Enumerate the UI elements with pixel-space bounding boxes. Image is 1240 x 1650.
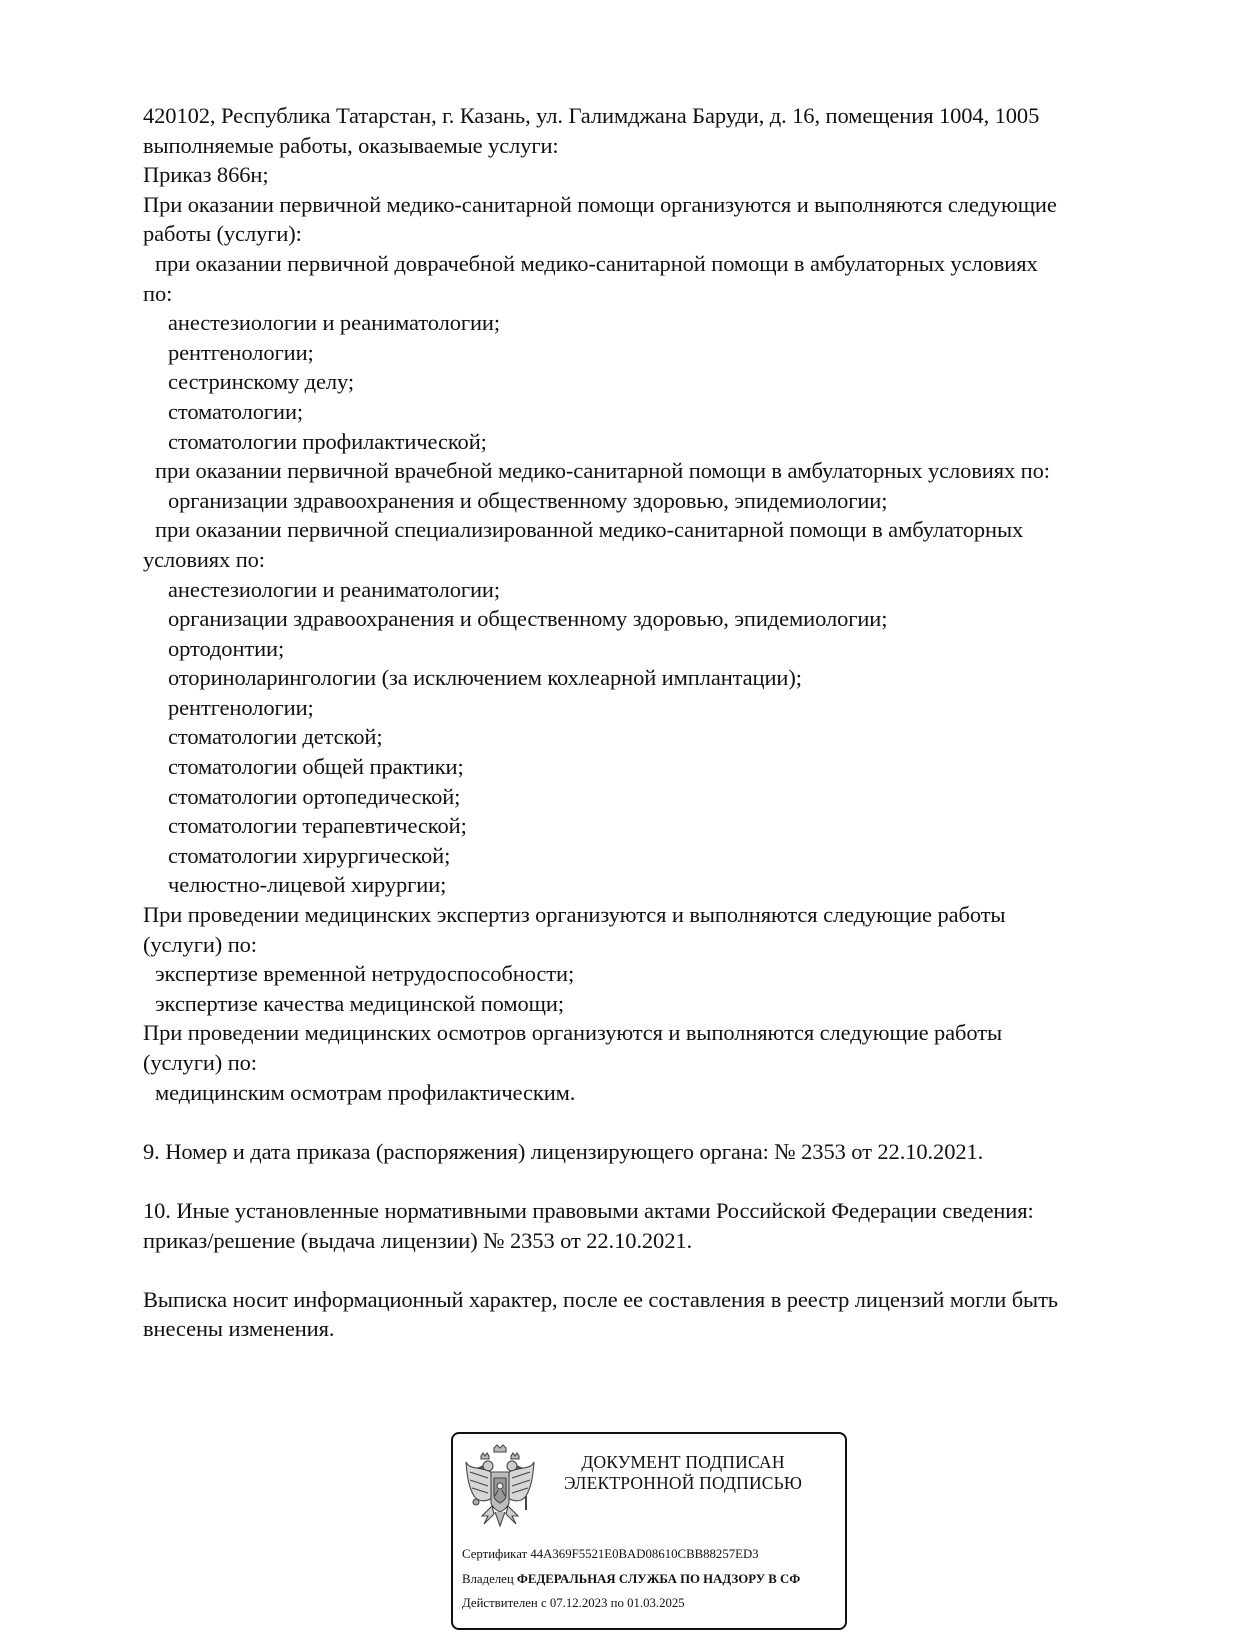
text-line: стоматологии общей практики;	[168, 754, 464, 780]
text-line: стоматологии терапевтической;	[168, 813, 467, 839]
text-line: 9. Номер и дата приказа (распоряжения) лицензирующего органа: № 2353 от 22.10.2021.	[143, 1138, 984, 1164]
certificate-value: 44A369F5521E0BAD08610CBB88257ED3	[530, 1547, 759, 1561]
text-line: стоматологии;	[168, 398, 304, 424]
text-line: ортодонтии;	[168, 635, 285, 661]
text-line: (услуги) по:	[143, 1050, 257, 1075]
text-line: организации здравоохранения и общественному здоровью, эпидемиологии;	[168, 487, 888, 513]
text-line: по:	[143, 280, 173, 306]
signature-stamp-details	[462, 1542, 847, 1616]
text-line: Приказ 866н;	[143, 162, 269, 188]
text-line: При проведении медицинских экспертиз организуются и выполняются следующие работы	[143, 902, 1006, 928]
text-line: экспертизе качества медицинской помощи;	[155, 990, 564, 1016]
text-line: При проведении медицинских осмотров организуются и выполняются следующие работы	[143, 1020, 1003, 1046]
text-line: экспертизе временной нетрудоспособности;	[155, 961, 575, 987]
text-line: организации здравоохранения и общественному здоровью, эпидемиологии;	[168, 606, 888, 632]
text-line: при оказании первичной врачебной медико-санитарной помощи в амбулаторных условиях по:	[155, 458, 1050, 484]
text-line: Выписка носит информационный характер, после ее составления в реестр лицензий могли быть	[143, 1286, 1058, 1312]
text-line: оториноларингологии (за исключением кохлеарной имплантации);	[168, 665, 802, 691]
certificate-line	[462, 1542, 847, 1567]
owner-value: ФЕДЕРАЛЬНАЯ СЛУЖБА ПО НАДЗОРУ В СФ	[516, 1571, 801, 1586]
paragraph-gap	[143, 1255, 1153, 1285]
text-line: при оказании первичной специализированной медико-санитарной помощи в амбулаторных	[155, 517, 1024, 543]
text-line: рентгенологии;	[168, 339, 314, 365]
paragraph-gap	[143, 1107, 1153, 1137]
validity-line: Действителен с 07.12.2023 по 01.03.2025	[462, 1596, 685, 1610]
text-line: стоматологии ортопедической;	[168, 783, 461, 809]
text-line: внесены изменения.	[143, 1316, 335, 1342]
stamp-title-line-1: ДОКУМЕНТ ПОДПИСАН	[581, 1452, 785, 1472]
stamp-title-line-2: ЭЛЕКТРОННОЙ ПОДПИСЬЮ	[563, 1473, 803, 1493]
signature-stamp-title	[553, 1452, 813, 1494]
text-line: условиях по:	[143, 546, 265, 572]
text-line: 10. Иные установленные нормативными правовыми актами Российской Федерации сведения:	[143, 1197, 1034, 1223]
owner-line	[462, 1567, 847, 1592]
text-line: при оказании первичной доврачебной медико-санитарной помощи в амбулаторных условиях	[155, 250, 1038, 276]
text-line: анестезиологии и реаниматологии;	[168, 310, 501, 336]
text-line: работы (услуги):	[143, 221, 302, 247]
text-line: При оказании первичной медико-санитарной помощи организуются и выполняются следующие	[143, 191, 1057, 217]
document-body	[143, 101, 1153, 1344]
text-line: анестезиологии и реаниматологии;	[168, 576, 501, 602]
text-line: выполняемые работы, оказываемые услуги:	[143, 132, 559, 158]
electronic-signature-stamp	[451, 1432, 847, 1630]
paragraph-gap	[143, 1166, 1153, 1196]
russian-coat-of-arms-icon	[464, 1444, 536, 1530]
text-line: стоматологии детской;	[168, 724, 383, 750]
text-line: стоматологии профилактической;	[168, 428, 487, 454]
text-line: сестринскому делу;	[168, 369, 355, 395]
owner-label: Владелец	[462, 1571, 514, 1586]
text-line: медицинским осмотрам профилактическим.	[155, 1079, 576, 1105]
text-line: (услуги) по:	[143, 931, 257, 957]
text-line: стоматологии хирургической;	[168, 842, 451, 868]
text-line: челюстно-лицевой хирургии;	[168, 872, 447, 898]
certificate-label: Сертификат	[462, 1547, 528, 1561]
text-line: рентгенологии;	[168, 694, 314, 720]
text-line: приказ/решение (выдача лицензии) № 2353 от 22.10.2021.	[143, 1227, 693, 1253]
text-line: 420102, Республика Татарстан, г. Казань, ул. Галимджана Баруди, д. 16, помещения 1004, 1005	[143, 103, 1040, 128]
